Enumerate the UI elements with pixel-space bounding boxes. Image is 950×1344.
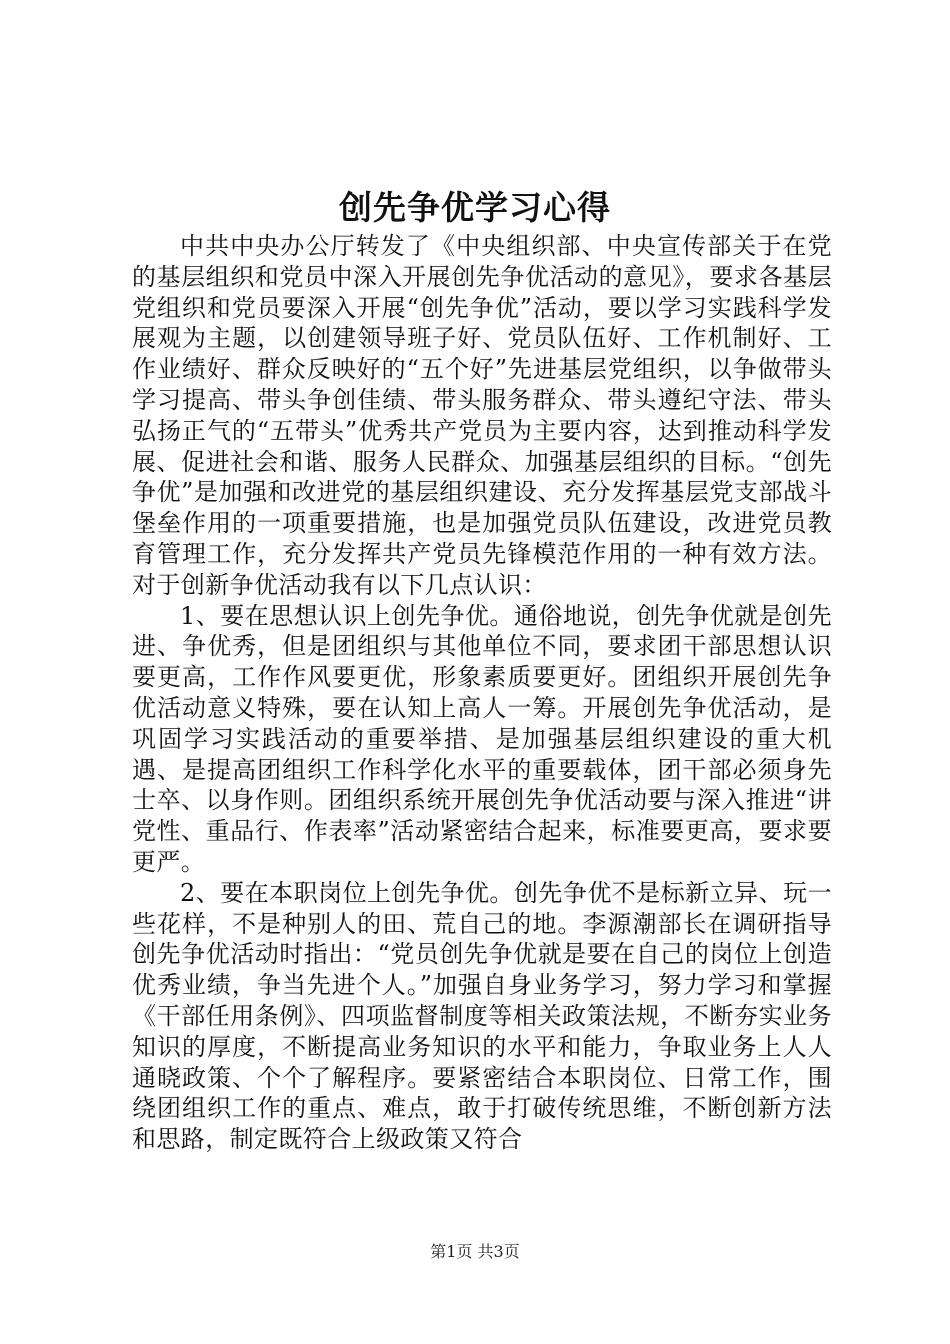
paragraph-point-1: 1、要在思想认识上创先争优。通俗地说，创先争优就是创先进、争优秀，但是团组织与其他单位不同，要求团干部思想认识要更高，工作作风要更优，形象素质要更好。团组织开展创先争优活动意义特殊，要在认知上高人一筹。开展创先争优活动，是巩固学习实践活动的重要举措、是加强基层组织建设的重大机遇、是提高团组织工作科学化水平的重要载体，团干部必须身先士卒、以身作则。团组织系统开展创先争优活动要与深入推进“讲党性、重品行、作表率”活动紧密结合起来，标准要更高，要求要更严。 — [132, 601, 832, 876]
document-title: 创先争优学习心得 — [339, 188, 611, 227]
paragraph-point-2: 2、要在本职岗位上创先争优。创先争优不是标新立异、玩一些花样，不是种别人的田、荒自己的地。李源潮部长在调研指导创先争优活动时指出：“党员创先争优就是要在自己的岗位上创造优秀业绩，争当先进个人。”加强自身业务学习，努力学习和掌握《干部任用条例》、四项监督制度等相关政策法规，不断夯实业务知识的厚度，不断提高业务知识的水平和能力，争取业务上人人通晓政策、个个了解程序。要紧密结合本职岗位、日常工作，围绕团组织工作的重点、难点，敢于打破传统思维，不断创新方法和思路，制定既符合上级政策又符合 — [132, 878, 832, 1154]
page-footer: 第1页 共3页 — [430, 1242, 520, 1261]
document-body — [132, 231, 832, 1155]
paragraph-intro: 中共中央办公厅转发了《中央组织部、中央宣传部关于在党的基层组织和党员中深入开展创先争优活动的意见》，要求各基层党组织和党员要深入开展“创先争优”活动，要以学习实践科学发展观为主题，以创建领导班子好、党员队伍好、工作机制好、工作业绩好、群众反映好的“五个好”先进基层党组织，以争做带头学习提高、带头争创佳绩、带头服务群众、带头遵纪守法、带头弘扬正气的“五带头”优秀共产党员为主要内容，达到推动科学发展、促进社会和谐、服务人民群众、加强基层组织的目标。“创先争优”是加强和改进党的基层组织建设、充分发挥基层党支部战斗堡垒作用的一项重要措施，也是加强党员队伍建设，改进党员教育管理工作，充分发挥共产党员先锋模范作用的一种有效方法。对于创新争优活动我有以下几点认识： — [132, 232, 832, 599]
